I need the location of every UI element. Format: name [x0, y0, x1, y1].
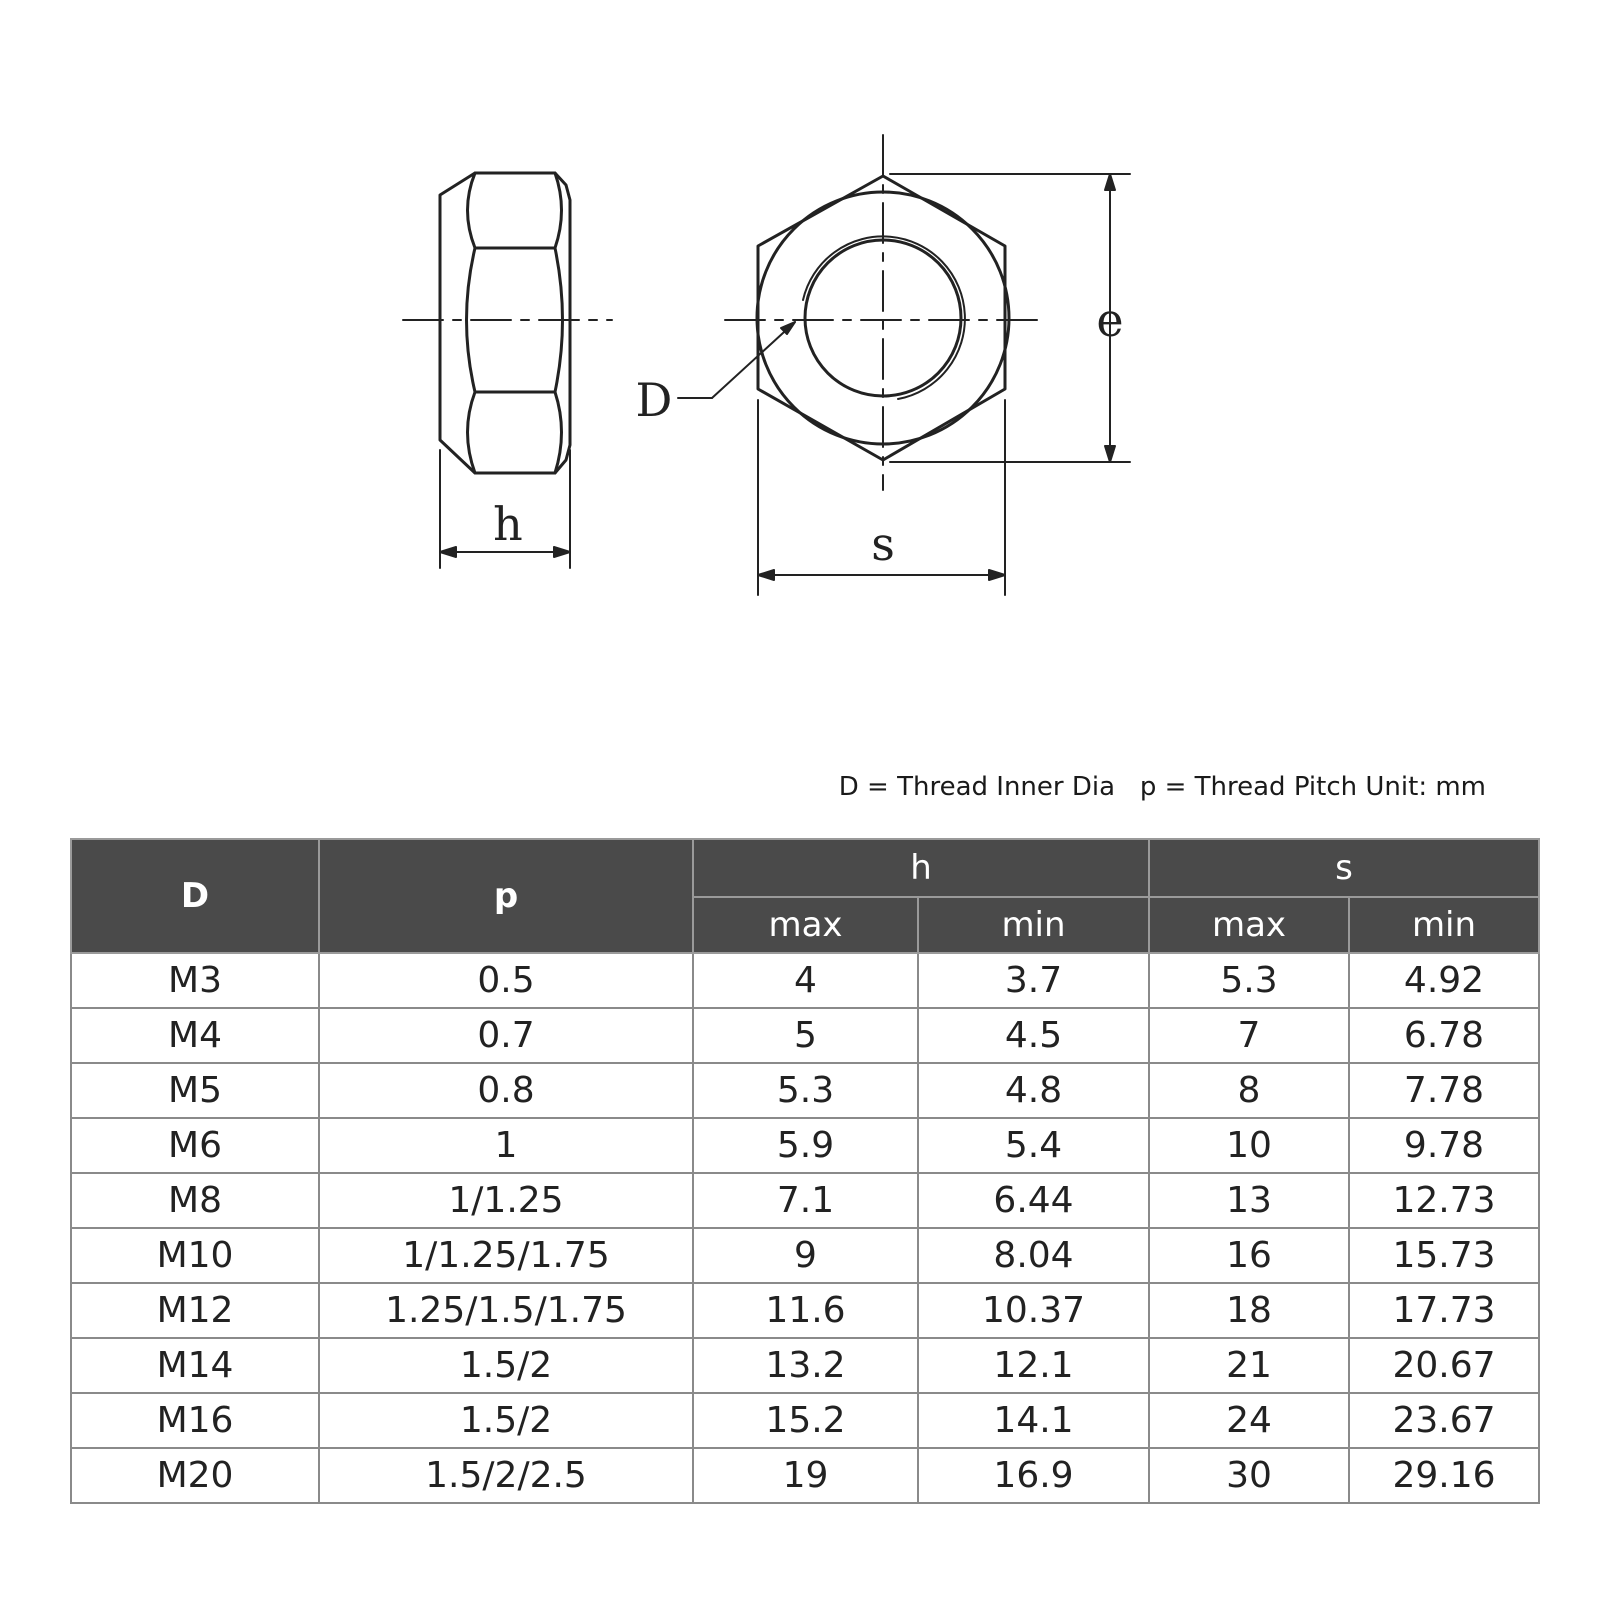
- cell-p: 1.25/1.5/1.75: [319, 1283, 693, 1338]
- cell-h-min: 16.9: [918, 1448, 1149, 1503]
- header-s-max: max: [1149, 897, 1349, 953]
- cell-s-min: 20.67: [1349, 1338, 1539, 1393]
- table-row: [71, 1173, 1539, 1228]
- cell-d: M12: [71, 1283, 319, 1338]
- units-legend: [839, 772, 1486, 802]
- cell-h-max: 4: [693, 953, 918, 1008]
- cell-p: 1.5/2/2.5: [319, 1448, 693, 1503]
- table-row: [71, 1448, 1539, 1503]
- table-body: [71, 953, 1539, 1503]
- header-p: p: [319, 839, 693, 953]
- nut-technical-drawing: [0, 0, 1600, 700]
- h-label: h: [493, 497, 523, 551]
- cell-s-max: 13: [1149, 1173, 1349, 1228]
- header-h-max: max: [693, 897, 918, 953]
- cell-s-max: 8: [1149, 1063, 1349, 1118]
- cell-s-max: 21: [1149, 1338, 1349, 1393]
- p-definition: p = Thread Pitch Unit: mm: [1139, 772, 1486, 802]
- cell-h-max: 5: [693, 1008, 918, 1063]
- cell-p: 1/1.25/1.75: [319, 1228, 693, 1283]
- table-row: [71, 1338, 1539, 1393]
- nut-side-view: [440, 173, 570, 473]
- cell-d: M4: [71, 1008, 319, 1063]
- cell-h-min: 4.8: [918, 1063, 1149, 1118]
- cell-s-max: 18: [1149, 1283, 1349, 1338]
- nut-spec-table: [70, 838, 1540, 1504]
- cell-h-min: 10.37: [918, 1283, 1149, 1338]
- d-label: D: [635, 373, 673, 427]
- cell-s-min: 12.73: [1349, 1173, 1539, 1228]
- cell-h-max: 5.3: [693, 1063, 918, 1118]
- table-row: [71, 1393, 1539, 1448]
- cell-d: M8: [71, 1173, 319, 1228]
- cell-h-min: 12.1: [918, 1338, 1149, 1393]
- cell-s-min: 15.73: [1349, 1228, 1539, 1283]
- table-row: [71, 1008, 1539, 1063]
- cell-s-max: 10: [1149, 1118, 1349, 1173]
- cell-d: M5: [71, 1063, 319, 1118]
- cell-s-max: 30: [1149, 1448, 1349, 1503]
- header-h-min: min: [918, 897, 1149, 953]
- cell-s-min: 23.67: [1349, 1393, 1539, 1448]
- cell-d: M6: [71, 1118, 319, 1173]
- cell-h-max: 9: [693, 1228, 918, 1283]
- cell-h-max: 11.6: [693, 1283, 918, 1338]
- cell-d: M16: [71, 1393, 319, 1448]
- cell-h-min: 8.04: [918, 1228, 1149, 1283]
- cell-p: 0.7: [319, 1008, 693, 1063]
- cell-s-max: 24: [1149, 1393, 1349, 1448]
- cell-s-min: 4.92: [1349, 953, 1539, 1008]
- cell-h-max: 13.2: [693, 1338, 918, 1393]
- cell-p: 0.5: [319, 953, 693, 1008]
- cell-s-max: 16: [1149, 1228, 1349, 1283]
- cell-h-min: 6.44: [918, 1173, 1149, 1228]
- cell-s-max: 5.3: [1149, 953, 1349, 1008]
- d-definition: D = Thread Inner Dia: [838, 772, 1116, 802]
- header-d: D: [71, 839, 319, 953]
- cell-h-max: 5.9: [693, 1118, 918, 1173]
- cell-s-min: 29.16: [1349, 1448, 1539, 1503]
- cell-h-min: 5.4: [918, 1118, 1149, 1173]
- s-label: s: [871, 517, 895, 571]
- cell-s-min: 7.78: [1349, 1063, 1539, 1118]
- cell-d: M14: [71, 1338, 319, 1393]
- cell-d: M3: [71, 953, 319, 1008]
- cell-d: M20: [71, 1448, 319, 1503]
- table-row: [71, 1228, 1539, 1283]
- cell-p: 1.5/2: [319, 1393, 693, 1448]
- cell-p: 1.5/2: [319, 1338, 693, 1393]
- cell-s-min: 9.78: [1349, 1118, 1539, 1173]
- cell-d: M10: [71, 1228, 319, 1283]
- cell-h-max: 7.1: [693, 1173, 918, 1228]
- e-label: e: [1096, 293, 1124, 347]
- header-s: s: [1149, 839, 1539, 897]
- cell-p: 1/1.25: [319, 1173, 693, 1228]
- cell-h-min: 3.7: [918, 953, 1149, 1008]
- cell-s-max: 7: [1149, 1008, 1349, 1063]
- header-s-min: min: [1349, 897, 1539, 953]
- table-row: [71, 1063, 1539, 1118]
- cell-h-max: 15.2: [693, 1393, 918, 1448]
- table-row: [71, 953, 1539, 1008]
- table-row: [71, 1283, 1539, 1338]
- cell-p: 1: [319, 1118, 693, 1173]
- header-h: h: [693, 839, 1149, 897]
- cell-h-min: 4.5: [918, 1008, 1149, 1063]
- cell-s-min: 17.73: [1349, 1283, 1539, 1338]
- cell-s-min: 6.78: [1349, 1008, 1539, 1063]
- cell-h-min: 14.1: [918, 1393, 1149, 1448]
- table-row: [71, 1118, 1539, 1173]
- cell-h-max: 19: [693, 1448, 918, 1503]
- cell-p: 0.8: [319, 1063, 693, 1118]
